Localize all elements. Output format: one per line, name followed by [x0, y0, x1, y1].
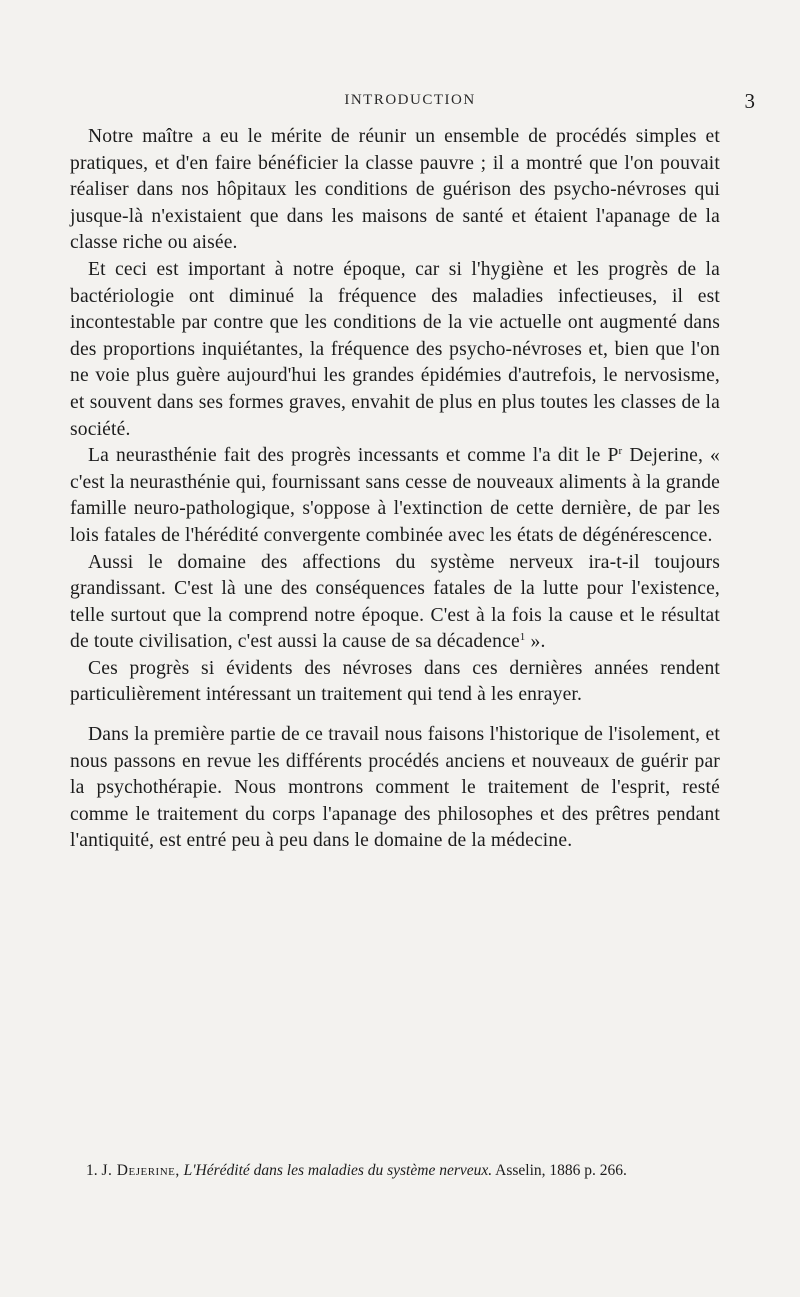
paragraph	[70, 443, 720, 549]
superscript: r	[618, 445, 623, 458]
footnote-author: J. Dejerine,	[101, 1162, 180, 1179]
paragraph-text: Aussi le domaine des affections du système nerveux ira-t-il toujours grandissant. C'est là une des conséquences fatales de la lutte pour l'existence, telle surtout que la comprend notre époque. C'est à la fois la cause et le résultat de toute civilisation, c'est aussi la cause de sa décadence	[70, 551, 720, 653]
paragraph: Ces progrès si évidents des névroses dans ces dernières années rendent particulièrement intéressant un traitement qui tend à les enrayer.	[70, 657, 720, 706]
footnote-publisher: Asselin, 1886 p. 266.	[495, 1162, 627, 1179]
paragraph: Notre maître a eu le mérite de réunir un ensemble de procédés simples et pratiques, et d'en faire bénéficier la classe pauvre ; il a montré que l'on pouvait réaliser dans nos hôpitaux les conditions de guérison des psycho-névroses qui jusque-là n'existaient que dans les maisons de santé et étaient l'apanage de la classe riche ou aisée.	[70, 126, 720, 254]
footnote-title: L'Hérédité dans les maladies du système nerveux.	[183, 1162, 493, 1179]
paragraph: Dans la première partie de ce travail nous faisons l'historique de l'isolement, et nous passons en revue les différents procédés anciens et nouveaux de guérir par la psychothérapie. Nous montrons comment le traitement de l'esprit, resté comme le traitement du corps l'apanage des philosophes et des prêtres pendant l'antiquité, est entré peu à peu dans le domaine de la médecine.	[70, 724, 720, 852]
paragraph-text: La neurasthénie fait des progrès incessants et comme l'a dit le P	[88, 445, 619, 467]
running-title: INTRODUCTION	[344, 92, 476, 108]
paragraph-text: ».	[525, 631, 546, 653]
body-text	[70, 124, 720, 855]
footnote-number: 1.	[86, 1162, 98, 1179]
paragraph: Et ceci est important à notre époque, car si l'hygiène et les progrès de la bactériologie ont diminué la fréquence des maladies infectieuses, il est incontestable par contre que les conditions de la vie actuelle ont augmenté dans des proportions inquiétantes, la fréquence des psycho-névroses et, bien que l'on ne voie plus guère aujourd'hui les grandes épidémies d'autrefois, le nervosisme, et souvent dans ses formes graves, envahit de plus en plus toutes les classes de la société.	[70, 258, 720, 440]
footnote-reference[interactable]: 1	[519, 631, 526, 644]
paragraph	[70, 550, 720, 656]
paragraph-text: Dejerine, « c'est la neurasthénie qui, fournissant sans cesse de nouveaux aliments à la grande famille neuro-pathologique, s'oppose à l'extinction de cette dernière, de par les lois fatales de l'hérédité convergente combinée avec les états de dégénérescence.	[70, 445, 721, 546]
footnote	[70, 1160, 720, 1181]
running-header	[60, 89, 760, 116]
page-number: 3	[744, 89, 755, 113]
